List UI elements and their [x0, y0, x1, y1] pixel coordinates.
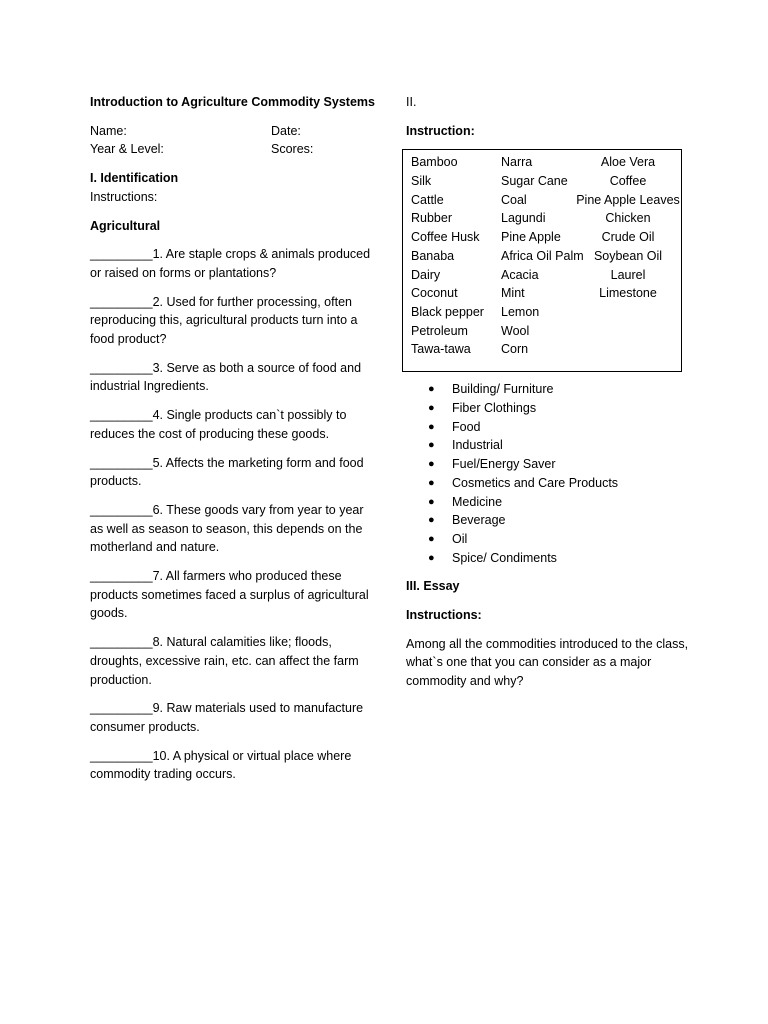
bullet-icon: ● — [428, 458, 435, 471]
question-8: _________8. Natural calamities like; floods, droughts, excessive rain, etc. can affect the farm production. — [90, 635, 359, 687]
word-bank-item: Chicken — [605, 211, 651, 226]
bullet-icon: ● — [428, 495, 435, 508]
word-bank-item: Cattle — [411, 192, 444, 207]
document-title: Introduction to Agriculture Commodity Systems — [90, 95, 375, 109]
word-bank-item: Bamboo — [411, 155, 458, 170]
list-item: ● Medicine — [428, 493, 696, 512]
list-item: ● Building/ Furniture — [428, 380, 696, 399]
word-bank-item: Aloe Vera — [600, 155, 656, 170]
bullet-icon: ● — [428, 439, 435, 452]
word-bank-item: Coffee Husk — [411, 230, 480, 245]
list-item: ● Fiber Clothings — [428, 399, 696, 418]
year-scores-row — [90, 140, 375, 159]
identification-instructions: Instructions: — [90, 189, 158, 204]
word-bank-column-1 — [411, 153, 484, 359]
word-bank-item: Soybean Oil — [593, 248, 663, 263]
word-bank-item: Lemon — [501, 304, 540, 319]
essay-instructions: Instructions: — [406, 607, 482, 622]
list-item: ● Fuel/Energy Saver — [428, 455, 696, 474]
list-item: ● Spice/ Condiments — [428, 549, 696, 568]
question-5: _________5. Affects the marketing form and food products. — [90, 455, 364, 489]
word-bank-item: Sugar Cane — [501, 174, 568, 189]
section-ii-instruction: Instruction: — [406, 123, 475, 138]
section-essay-heading: III. Essay — [406, 579, 460, 594]
word-bank-item: Africa Oil Palm — [501, 248, 584, 263]
bullet-icon: ● — [428, 514, 435, 527]
bullet-icon: ● — [428, 532, 435, 545]
word-bank-item: Crude Oil — [601, 230, 655, 245]
right-column — [406, 93, 696, 691]
word-bank-item: Laurel — [610, 267, 646, 282]
word-bank-item: Corn — [501, 342, 529, 357]
word-bank-item: Wool — [501, 323, 530, 338]
word-bank-item: Pine Apple Leaves — [576, 192, 680, 207]
word-bank-item: Coconut — [411, 286, 458, 301]
list-item: ● Beverage — [428, 511, 696, 530]
word-bank-item: Narra — [501, 155, 533, 170]
list-item: ● Food — [428, 418, 696, 437]
name-date-row — [90, 122, 375, 141]
question-9: _________9. Raw materials used to manufacture consumer products. — [90, 701, 364, 734]
word-bank-item: Dairy — [411, 267, 441, 282]
question-1: _________1. Are staple crops & animals produced or raised on forms or plantations? — [90, 247, 371, 280]
question-3: _________3. Serve as both a source of food and industrial Ingredients. — [90, 360, 362, 394]
bullet-icon: ● — [428, 402, 435, 415]
bullet-icon: ● — [428, 476, 435, 489]
scores-label: Scores: — [271, 142, 314, 157]
word-bank-item: Pine Apple — [501, 230, 561, 245]
essay-prompt: Among all the commodities introduced to the class, what`s one that you can consider as a major commodity and why? — [406, 636, 689, 689]
question-7: _________7. All farmers who produced these products sometimes faced a surplus of agricultural goods. — [90, 569, 369, 621]
list-item: ● Industrial — [428, 436, 696, 455]
question-2: _________2. Used for further processing, often reproducing this, agricultural products turn into a food product? — [90, 294, 358, 347]
word-bank-item: Silk — [411, 174, 432, 189]
bullet-icon: ● — [428, 551, 435, 564]
left-column — [90, 93, 375, 794]
section-identification-heading: I. Identification — [90, 171, 179, 186]
bullet-icon: ● — [428, 383, 435, 396]
word-bank-item: Coffee — [609, 174, 647, 189]
word-bank-item: Tawa-tawa — [411, 342, 471, 357]
question-6: _________6. These goods vary from year to year as well as season to season, this depends on the motherland and nature. — [90, 502, 364, 555]
word-bank-item: Coal — [501, 192, 527, 207]
word-bank-item: Rubber — [411, 211, 452, 226]
bullet-icon: ● — [428, 420, 435, 433]
word-bank-item: Acacia — [501, 267, 539, 282]
word-bank-item: Mint — [501, 286, 525, 301]
name-label: Name: — [90, 123, 127, 138]
list-item: ● Cosmetics and Care Products — [428, 474, 696, 493]
year-level-label: Year & Level: — [90, 142, 164, 157]
date-label: Date: — [271, 123, 301, 138]
word-bank-item: Petroleum — [411, 323, 468, 338]
category-bullet-list — [406, 380, 696, 567]
word-bank-item: Lagundi — [501, 211, 546, 226]
word-bank-item: Black pepper — [411, 304, 484, 319]
question-10: _________10. A physical or virtual place where commodity trading occurs. — [90, 748, 352, 782]
word-bank-item: Limestone — [599, 286, 657, 301]
section-ii-heading: II. — [406, 95, 417, 109]
agricultural-subheading: Agricultural — [90, 218, 161, 233]
question-4: _________4. Single products can`t possibly to reduces the cost of producing these goods. — [90, 408, 347, 441]
word-bank-column-3 — [571, 153, 688, 303]
list-item: ● Oil — [428, 530, 696, 549]
word-bank-box — [402, 149, 682, 372]
word-bank-item: Banaba — [411, 248, 455, 263]
